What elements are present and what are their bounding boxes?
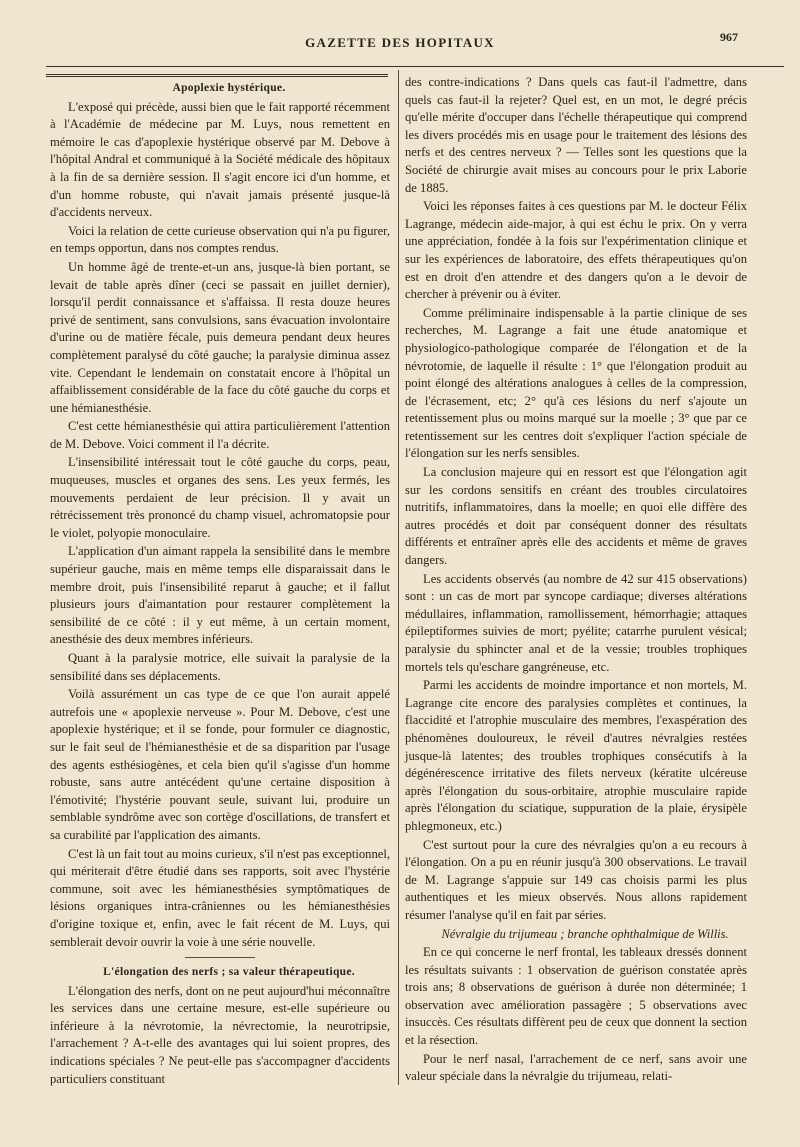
paragraph: Quant à la paralysie motrice, elle suivait la paralysie de la sensibilité dans ses déplacements. bbox=[50, 651, 390, 683]
paragraph: L'application d'un aimant rappela la sensibilité dans le membre supérieur gauche, mais en même temps elle disparaissait dans le membre droit, puis l'insensibilité reparut à gauche; et il fallut plusieurs jours d'aimantation pour restaurer complètement la sensibilité de ce côté : il y eut même, à un certain moment, anesthésie des deux membres inférieurs. bbox=[50, 544, 390, 647]
header-rule bbox=[46, 66, 784, 67]
paragraph: En ce qui concerne le nerf frontal, les tableaux dressés donnent les résultats suivants : 1 observation de guérison constatée après trois ans; 8 observations de guérison à durée non déterminée; 1 observation avec amélioration passagère ; 5 observations avec insuccès. Ces résultats diffèrent peu de ceux que donnent la section et la résection. bbox=[405, 945, 747, 1048]
paragraph: C'est cette hémianesthésie qui attira particulièrement l'attention de M. Debove. Voici comment il l'a décrite. bbox=[50, 419, 390, 451]
paragraph: Un homme âgé de trente-et-un ans, jusque-là bien portant, se levait de table après dîner (ceci se passait en juillet dernier), lorsqu'il perdit connaissance et s'affaissa. Il resta douze heures privé de sentiment, sans convulsions, sans évacuation involontaire d'urine ou de matière fécale, puis demeura pendant deux heures complètement paralysé du côté gauche; la paralysie diminua assez vite. Cependant le lendemain on constatait encore à l'hôpital un affaiblissement considérable de la face du côté gauche du corps et une hémianesthésie. bbox=[50, 259, 390, 415]
section-separator bbox=[185, 957, 255, 958]
paragraph: Voilà assurément un cas type de ce que l'on aurait appelé autrefois une « apoplexie nerveuse ». Pour M. Debove, c'est une apoplexie hystérique; et il se fonde, pour formuler ce diagnostic, sur le fait seul de l'hémianesthésie et de sa disparition par l'usage des agents esthésiogènes, et cela bien qu'il s'agisse d'un homme robuste, sans autre antécédent qu'une certaine disposition à l'émotivité; l'hystérie pouvant seule, suivant lui, produire un semblable syndrôme avec son cortège d'oscillations, de transfert et sa curabilité par l'application des aimants. bbox=[50, 687, 390, 842]
paragraph: Pour le nerf nasal, l'arrachement de ce nerf, sans avoir une valeur spéciale dans la névralgie du trijumeau, relati- bbox=[405, 1051, 747, 1084]
left-column bbox=[50, 80, 390, 1089]
paragraph: L'élongation des nerfs, dont on ne peut aujourd'hui méconnaître les services dans une certaine mesure, est-elle supérieure ou inférieure à la névrotomie, la névrectomie, la neurotripsie, l'arrachement ? A-t-elle des avantages qui lui soient propres, des indications spéciales ? Ne peut-elle pas s'accompagner d'accidents particuliers constituant bbox=[50, 983, 390, 1086]
paragraph: Voici les réponses faites à ces questions par M. le docteur Félix Lagrange, médecin aide-major, à qui est échu le prix. On y verra une appréciation, fondée à la fois sur l'expérimentation clinique et sur les expériences de laboratoire, des effets thérapeutiques qu'on est en droit d'en attendre et des dangers qu'on a le devoir de chercher à prévenir ou à éviter. bbox=[405, 199, 747, 302]
paragraph: L'exposé qui précède, aussi bien que le fait rapporté récemment à l'Académie de médecine par M. Luys, nous remettent en mémoire le cas d'apoplexie hystérique observé par M. Debove à l'hôpital Andral et communiqué à la Société médicale des hôpitaux à la fin de sa dernière session. Il s'agit encore ici d'un homme, et d'un homme robuste, qui n'avait jamais présenté jusque-là d'accidents nerveux. bbox=[50, 99, 390, 220]
paragraph: Les accidents observés (au nombre de 42 sur 415 observations) sont : un cas de mort par syncope cardiaque; diverses altérations médullaires, inflammation, ramollissement, hémorrhagie; attaques épileptiformes suivies de mort; pyélite; catarrhe purulent vésical; paralysie du sphincter anal et de la vessie; troubles trophiques mortels tels qu'eschare gangréneuse, etc. bbox=[405, 571, 747, 674]
paragraph: Parmi les accidents de moindre importance et non mortels, M. Lagrange cite encore des paralysies complètes et continues, la flaccidité et l'atrophie musculaire des membres, l'exaspération des phénomènes douloureux, le réveil d'autres névralgies restées jusque-là latentes; des troubles trophiques consécutifs à la dégénérescence irritative des filets nerveux (kératite ulcéreuse après l'élongation du sous-orbitaire, atrophie musculaire rapide après l'élongation du sciatique, suppuration de la plaie, érysipèle phlegmoneux, etc.) bbox=[405, 678, 747, 833]
paragraph: L'insensibilité intéressait tout le côté gauche du corps, peau, muqueuses, muscles et organes des sens. Les yeux fermés, les mouvements perdaient de leur précision. Il y avait un rétrécissement très prononcé du champ visuel, achromatopsie pour le violet, polyopie monoculaire. bbox=[50, 455, 390, 540]
left-column-rule bbox=[46, 74, 388, 77]
paragraph: La conclusion majeure qui en ressort est que l'élongation agit sur les cordons sensitifs en créant des troubles circulatoires nutritifs, inflammatoires, dans la moelle; en quoi elle diffère des autres procédés et doit par conséquent donner des résultats différents et entraîner après elle des accidents et même de graves dangers. bbox=[405, 465, 747, 568]
paragraph: Comme préliminaire indispensable à la partie clinique de ses recherches, M. Lagrange a fait une étude anatomique et physiologico-pathologique comparée de l'élongation et de la névrotomie, de laquelle il résulte : 1° que l'élongation produit au point élongé des altérations analogues à celles de la compression, de l'écrasement, etc; 2° qu'à ces lésions du nerf s'ajoute un retentissement plus ou moins marqué sur la moelle ; 3° que par ce retentissement sur les centres doit s'expliquer l'action spéciale de l'élongation sur les nerfs sensibles. bbox=[405, 305, 747, 461]
page-header bbox=[0, 30, 800, 64]
column-divider bbox=[398, 70, 399, 1085]
running-head: GAZETTE DES HOPITAUX bbox=[305, 35, 495, 50]
paragraph: Voici la relation de cette curieuse observation qui n'a pu figurer, en temps opportun, dans nos comptes rendus. bbox=[50, 223, 390, 256]
paragraph: des contre-indications ? Dans quels cas faut-il l'admettre, dans quels cas faut-il la rejeter? Quel est, en un mot, le degré précis qu'elle mérite d'occuper dans l'échelle thérapeutique qui comprend les divers procédés mis en usage pour le traitement des lésions des nerfs et des centres nerveux ? — Telles sont les questions que la Société de chirurgie avait mises au concours pour le prix Laborie de 1885. bbox=[405, 75, 747, 195]
paragraph: C'est surtout pour la cure des névralgies qu'on a eu recours à l'élongation. On a pu en réunir jusqu'à 300 observations. Le travail de M. Lagrange s'appuie sur 149 cas choisis parmi les plus authentiques et les mieux observés. Nous allons rapidement résumer l'analyse qu'il en fait par séries. bbox=[405, 837, 747, 922]
section-title-apoplexie: Apoplexie hystérique. bbox=[172, 82, 286, 94]
section-title-elongation: L'élongation des nerfs ; sa valeur thérapeutique. bbox=[103, 966, 355, 979]
paragraph: C'est là un fait tout au moins curieux, s'il n'est pas exceptionnel, qui mériterait d'être étudié dans ses rapports, soit avec l'hystérie commune, soit avec les hémianesthésies symptômatiques de lésions organiques intra-crâniennes ou les hémianesthésies d'origine toxique et, enfin, avec le fait récent de M. Luys, qui semblerait devoir ouvrir la voie à une série nouvelle. bbox=[50, 846, 390, 949]
right-column bbox=[405, 74, 747, 1087]
page-number: 967 bbox=[720, 30, 738, 44]
subheading-nevralgie: Névralgie du trijumeau ; branche ophthalmique de Willis. bbox=[441, 926, 729, 941]
